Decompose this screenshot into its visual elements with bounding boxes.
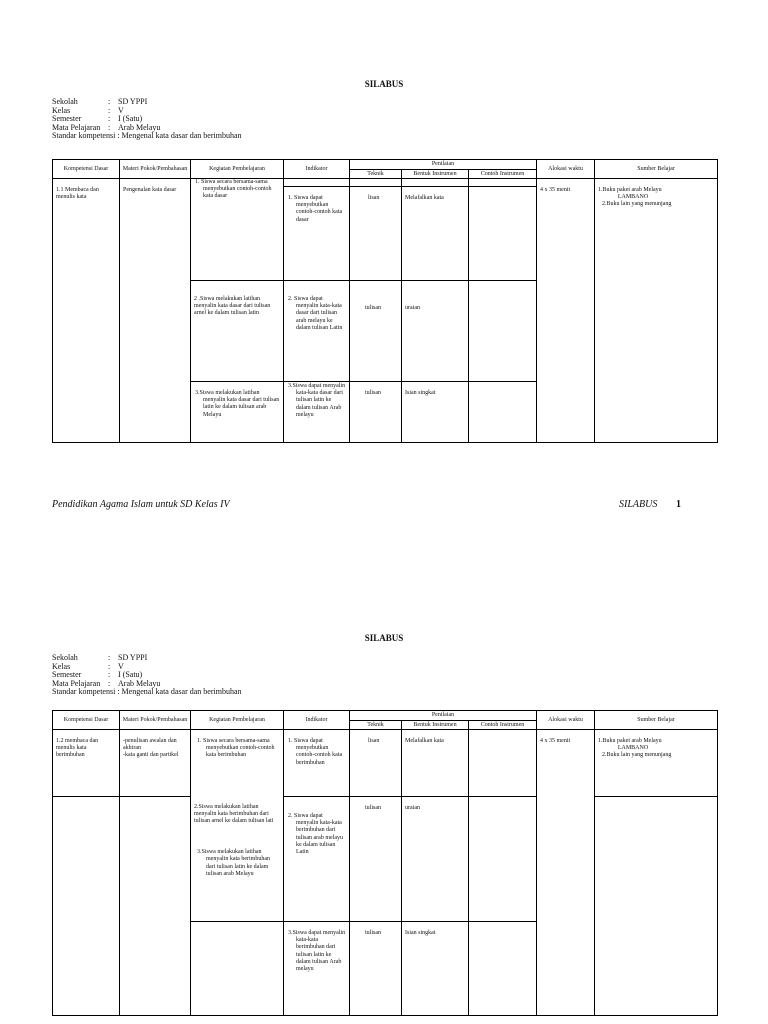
cell-materi: Pengenalan kata dasar bbox=[120, 179, 191, 443]
cell-bentuk-2: uraian bbox=[402, 797, 469, 922]
cell-indikator-1: 1. Siswa dapat menyebutkan contoh-contoh kata berimbuhan bbox=[284, 730, 350, 797]
header-contoh: Contoh Instrumen bbox=[469, 720, 537, 730]
cell-kegiatan-3: 3.Siswa melakukan latihan menyalin kata dasar dari tulisan latin ke dalam tulisan arab Melayu bbox=[191, 382, 284, 443]
cell-indikator-1: 1. Siswa dapat menyebutkan contoh-contoh kata dasar bbox=[284, 187, 350, 281]
cell-spacer bbox=[350, 179, 402, 187]
cell-kompetensi-dasar: 1.1 Membaca dan menulis kata bbox=[53, 179, 120, 443]
cell-teknik-2: tulisan bbox=[350, 797, 402, 922]
cell-spacer bbox=[469, 179, 537, 187]
meta-key: Mata Pelajaran bbox=[52, 678, 101, 688]
syllabus-table bbox=[52, 159, 718, 443]
cell-bentuk-3: Isian singkat bbox=[402, 922, 469, 1016]
cell-alokasi: 4 x 35 menit bbox=[537, 730, 595, 1016]
kegiatan-item: 2.Siswa melakukan latihan menyalin kata berimbuhan dari tulisan arnel ke dalam tulisan lati bbox=[194, 803, 274, 825]
cell-contoh-2 bbox=[469, 281, 537, 382]
header-indikator: Indikator bbox=[284, 160, 350, 179]
meta-value: Arab Melayu bbox=[118, 122, 161, 132]
cell-empty bbox=[595, 797, 718, 1016]
cell-bentuk-3: Isian singkat bbox=[402, 382, 469, 443]
cell-contoh-3 bbox=[469, 922, 537, 1016]
header-penilaian: Penilaian bbox=[350, 711, 537, 721]
header-bentuk: Bentuk Instrumen bbox=[402, 169, 469, 179]
sumber-item: LAMBANO bbox=[617, 194, 649, 201]
document-meta: Sekolah : SD YPPI Kelas : V Semester : I (Satu) Mata Pelajaran : Arab Melayu Standar kompetensi : Mengenal kata dasar dan berimbuhan bbox=[52, 653, 242, 696]
meta-value: V bbox=[118, 661, 124, 671]
cell-materi bbox=[120, 730, 191, 797]
page-title: SILABUS bbox=[364, 633, 404, 643]
kegiatan-item: 1. Siswa secara bersama-sama menyebutkan contoh-contoh kata berimbuhan bbox=[197, 738, 275, 759]
standar-kompetensi: Standar kompetensi : Mengenal kata dasar dan berimbuhan bbox=[52, 687, 242, 696]
syllabus-table bbox=[52, 710, 718, 1016]
cell-teknik-1: lisan bbox=[350, 187, 402, 281]
document-meta: Sekolah : SD YPPI Kelas : V Semester : I (Satu) Mata Pelajaran : Arab Melayu Standar kompetensi : Mengenal kata dasar dan berimbuhan bbox=[52, 97, 242, 140]
meta-key: Semester bbox=[52, 670, 82, 679]
standar-kompetensi: Standar kompetensi : Mengenal kata dasar dan berimbuhan bbox=[52, 131, 242, 140]
meta-value: SD YPPI bbox=[118, 97, 148, 106]
cell-kegiatan-group bbox=[191, 730, 284, 922]
sumber-item: 2.Buku lain yang menunjang bbox=[602, 752, 672, 759]
cell-contoh-1 bbox=[469, 730, 537, 797]
cell-spacer bbox=[284, 179, 350, 187]
cell-alokasi: 4 x 35 menit bbox=[537, 179, 595, 443]
meta-value: I (Satu) bbox=[118, 114, 143, 123]
cell-teknik-1: lisan bbox=[350, 730, 402, 797]
header-teknik: Teknik bbox=[350, 720, 402, 730]
cell-empty bbox=[53, 797, 120, 1016]
cell-teknik-2: tulisan bbox=[350, 281, 402, 382]
footer-course: Pendidikan Agama Islam untuk SD Kelas IV bbox=[52, 499, 230, 510]
materi-item: -kata ganti dan partikel bbox=[123, 752, 179, 759]
header-kegiatan: Kegiatan Pembelajaran bbox=[191, 711, 284, 730]
meta-key: Sekolah bbox=[52, 653, 78, 662]
header-alokasi: Alokasi waktu bbox=[537, 160, 595, 179]
meta-key: Kelas bbox=[52, 661, 71, 671]
cell-indikator-2: 2. Siswa dapat menyalin kata-kata berimbuhan dari tulisan arab melayu ke dalam tulisan Latin bbox=[284, 797, 350, 922]
cell-kompetensi-dasar: 1.2 membaca dan menulis kata berimbuhan bbox=[53, 730, 120, 797]
cell-indikator-3: 3.Siswa dapat menyalin kata-kata berimbuhan dari tulisan latin ke dalam tulisan Arab melayu bbox=[284, 922, 350, 1016]
cell-sumber bbox=[595, 179, 718, 443]
materi-item: -penulisan awalan dan akhiran bbox=[123, 738, 177, 752]
meta-key: Sekolah bbox=[52, 97, 78, 106]
header-alokasi: Alokasi waktu bbox=[537, 711, 595, 730]
header-bentuk: Bentuk Instrumen bbox=[402, 720, 469, 730]
cell-bentuk-2: uraian bbox=[402, 281, 469, 382]
meta-key: Kelas bbox=[52, 105, 71, 115]
sumber-item: 1.Buku paket arab Melayu bbox=[598, 187, 662, 193]
cell-kegiatan-1: 1. Siswa secara bersama-sama menyebutkan contoh-contoh kata dasar bbox=[191, 179, 284, 281]
meta-value: SD YPPI bbox=[118, 653, 148, 662]
footer-label: SILABUS bbox=[619, 499, 658, 510]
cell-bentuk-1: Melafalkan kata bbox=[402, 730, 469, 797]
header-sumber: Sumber Belajar bbox=[595, 160, 718, 179]
cell-contoh-1 bbox=[469, 187, 537, 281]
meta-key: Mata Pelajaran bbox=[52, 122, 101, 132]
footer-page-number: 1 bbox=[676, 499, 681, 510]
cell-empty bbox=[191, 922, 284, 1016]
header-kegiatan: Kegiatan Pembelajaran bbox=[191, 160, 284, 179]
header-materi: Materi Pokok/Pembahasan bbox=[120, 160, 191, 179]
header-materi: Materi Pokok/Pembahasan bbox=[120, 711, 191, 730]
cell-teknik-3: tulisan bbox=[350, 922, 402, 1016]
kegiatan-item: 3.Siswa melakukan latihan menyalin kata berimbuhan dari tulisan latin ke dalam tulisan arab Melayu bbox=[197, 849, 270, 877]
sumber-item: 1.Buku paket arab Melayu bbox=[598, 738, 662, 744]
header-kompetensi-dasar: Kompetensi Dasar bbox=[53, 160, 120, 179]
cell-kegiatan-2: 2 .Siswa melakukan latihan menyalin kata dasar dari tulisan arnel ke dalam tulisan latin bbox=[191, 281, 284, 382]
meta-value: V bbox=[118, 105, 124, 115]
header-penilaian: Penilaian bbox=[350, 160, 537, 170]
cell-sumber bbox=[595, 730, 718, 797]
cell-spacer bbox=[402, 179, 469, 187]
header-teknik: Teknik bbox=[350, 169, 402, 179]
cell-contoh-2 bbox=[469, 797, 537, 922]
meta-value: Arab Melayu bbox=[118, 678, 161, 688]
sumber-item: LAMBANO bbox=[617, 745, 649, 752]
meta-value: I (Satu) bbox=[118, 670, 143, 679]
page-title: SILABUS bbox=[364, 79, 404, 89]
cell-indikator-3: 3.Siswa dapat menyalin kata-kata dasar dari tulisan latin ke dalam tulisan Arab melayu bbox=[284, 382, 350, 443]
cell-indikator-2: 2. Siswa dapat menyalin kata-kata dasar dari tulisan arab melayu ke dalam tulisan Latin bbox=[284, 281, 350, 382]
header-sumber: Sumber Belajar bbox=[595, 711, 718, 730]
cell-empty bbox=[120, 797, 191, 1016]
sumber-item: 2.Buku lain yang menunjang bbox=[602, 201, 672, 208]
meta-key: Semester bbox=[52, 114, 82, 123]
header-contoh: Contoh Instrumen bbox=[469, 169, 537, 179]
header-indikator: Indikator bbox=[284, 711, 350, 730]
cell-teknik-3: tulisan bbox=[350, 382, 402, 443]
header-kompetensi-dasar: Kompetensi Dasar bbox=[53, 711, 120, 730]
cell-bentuk-1: Melafalkan kata bbox=[402, 187, 469, 281]
cell-contoh-3 bbox=[469, 382, 537, 443]
